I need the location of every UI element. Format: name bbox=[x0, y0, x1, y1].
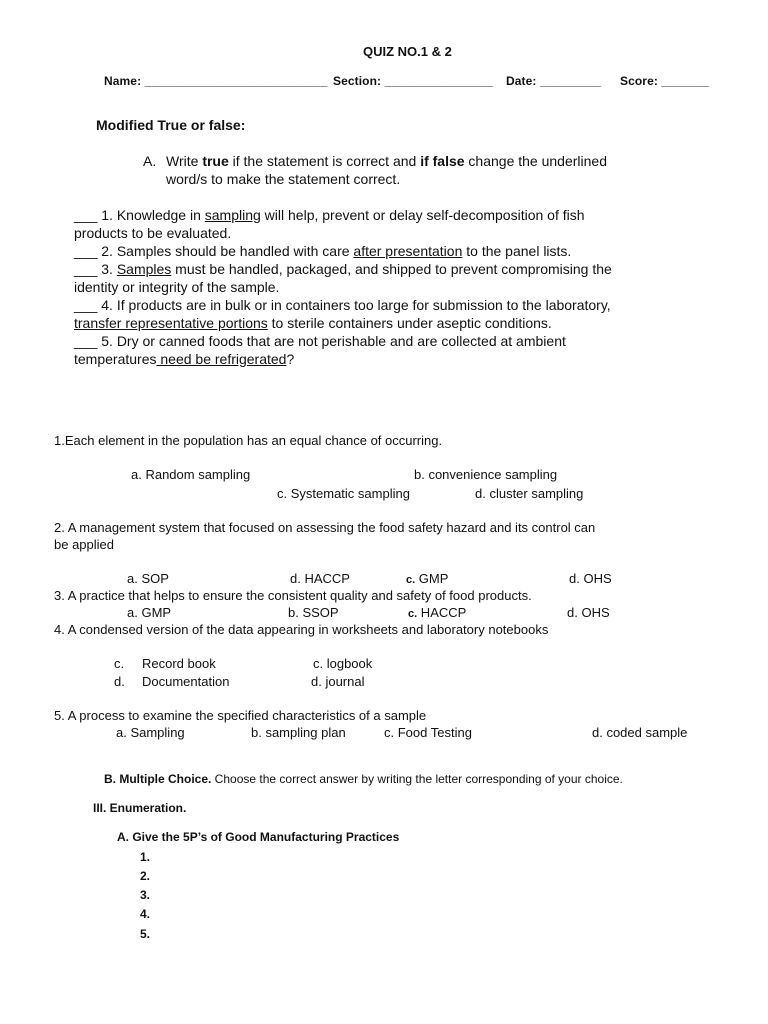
mc-q4-option-c-letter: c. bbox=[114, 656, 125, 671]
tf-item-1-cont: products to be evaluated. bbox=[74, 225, 232, 241]
mc-q4-option-c: Record book bbox=[142, 656, 216, 671]
mc-q5-option-d: d. coded sample bbox=[592, 725, 688, 740]
section-field: Section: ________________ bbox=[333, 74, 493, 88]
mc-q1-option-a: a. Random sampling bbox=[131, 467, 251, 482]
mc-q4-option-d-letter: d. bbox=[114, 674, 125, 689]
enumeration-item: 4. bbox=[140, 907, 151, 921]
instruction-line-1: Write true if the statement is correct and if false change the underlined bbox=[166, 153, 607, 169]
instruction-letter: A. bbox=[143, 153, 157, 169]
date-field: Date: _________ bbox=[506, 74, 601, 88]
mc-q3-option-c: c. HACCP bbox=[408, 605, 467, 620]
mc-q2-option-c: c. GMP bbox=[406, 571, 449, 586]
tf-item-3: ___ 3. Samples must be handled, packaged, and shipped to prevent compromising the bbox=[74, 261, 612, 277]
mc-question-3: 3. A practice that helps to ensure the consistent quality and safety of food products. bbox=[54, 588, 532, 603]
enumeration-prompt: A. Give the 5P’s of Good Manufacturing Practices bbox=[117, 830, 400, 844]
enumeration-item: 2. bbox=[140, 869, 151, 883]
mc-q1-option-c: c. Systematic sampling bbox=[277, 486, 410, 501]
tf-item-5: ___ 5. Dry or canned foods that are not perishable and are collected at ambient bbox=[74, 333, 566, 349]
section-heading-enumeration: III. Enumeration. bbox=[93, 801, 187, 815]
instruction-line-2: word/s to make the statement correct. bbox=[166, 171, 401, 187]
mc-question-1: 1.Each element in the population has an equal chance of occurring. bbox=[54, 433, 443, 448]
mc-q5-option-a: a. Sampling bbox=[116, 725, 185, 740]
mc-q4-option-c2: c. logbook bbox=[313, 656, 373, 671]
tf-item-4-cont: transfer representative portions to sterile containers under aseptic conditions. bbox=[74, 315, 552, 331]
enumeration-item: 3. bbox=[140, 888, 151, 902]
tf-item-1: ___ 1. Knowledge in sampling will help, prevent or delay self-decomposition of fish bbox=[74, 207, 585, 223]
mc-q3-option-d: d. OHS bbox=[567, 605, 610, 620]
mc-q1-option-d: d. cluster sampling bbox=[475, 486, 584, 501]
mc-question-4: 4. A condensed version of the data appearing in worksheets and laboratory notebooks bbox=[54, 622, 549, 637]
enumeration-item: 5. bbox=[140, 927, 151, 941]
section-heading-modified-true-false: Modified True or false: bbox=[96, 117, 246, 133]
tf-item-5-cont: temperatures need be refrigerated? bbox=[74, 351, 295, 367]
mc-q2-option-d: d. OHS bbox=[569, 571, 612, 586]
mc-question-5: 5. A process to examine the specified characteristics of a sample bbox=[54, 708, 427, 723]
mc-q3-option-a: a. GMP bbox=[127, 605, 172, 620]
score-field: Score: _______ bbox=[620, 74, 709, 88]
tf-item-2: ___ 2. Samples should be handled with care after presentation to the panel lists. bbox=[74, 243, 572, 259]
mc-q3-option-b: b. SSOP bbox=[288, 605, 339, 620]
mc-q4-option-d2: d. journal bbox=[311, 674, 365, 689]
mc-question-2: 2. A management system that focused on assessing the food safety hazard and its control can bbox=[54, 520, 596, 535]
mc-q1-option-b: b. convenience sampling bbox=[414, 467, 558, 482]
mc-q5-option-c: c. Food Testing bbox=[384, 725, 472, 740]
mc-q2-option-a: a. SOP bbox=[127, 571, 169, 586]
mc-question-2-cont: be applied bbox=[54, 537, 114, 552]
tf-item-4: ___ 4. If products are in bulk or in containers too large for submission to the laboratory, bbox=[74, 297, 611, 313]
section-heading-multiple-choice: B. Multiple Choice. Choose the correct answer by writing the letter corresponding of your choice. bbox=[104, 772, 623, 786]
mc-q5-option-b: b. sampling plan bbox=[251, 725, 346, 740]
mc-q4-option-d: Documentation bbox=[142, 674, 230, 689]
mc-q2-option-b: d. HACCP bbox=[290, 571, 350, 586]
tf-item-3-cont: identity or integrity of the sample. bbox=[74, 279, 280, 295]
name-field: Name: ___________________________ bbox=[104, 74, 328, 88]
quiz-title: QUIZ NO.1 & 2 bbox=[363, 44, 452, 59]
enumeration-item: 1. bbox=[140, 850, 151, 864]
